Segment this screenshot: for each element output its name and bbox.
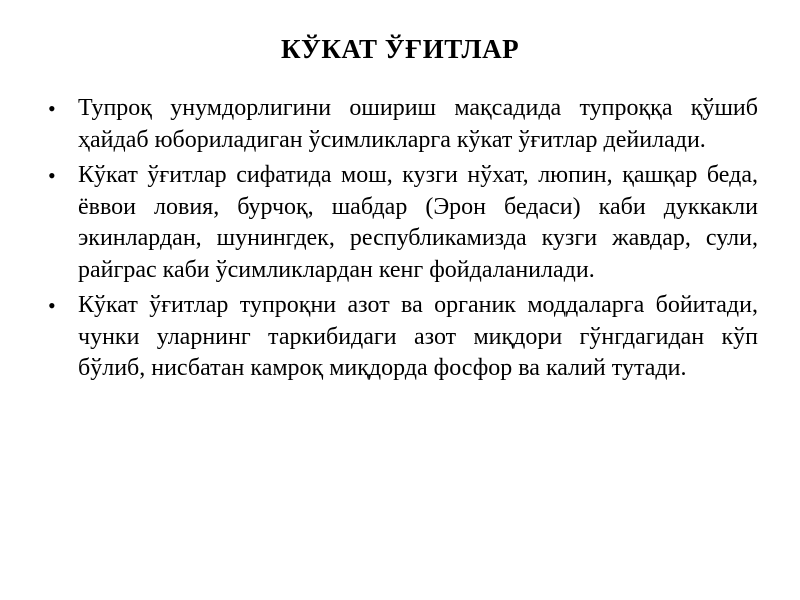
bullet-icon: • bbox=[48, 293, 56, 318]
slide-title: КЎКАТ ЎҒИТЛАР bbox=[280, 34, 520, 64]
bullet-list bbox=[48, 93, 758, 389]
bullet-item bbox=[48, 160, 758, 286]
bullet-text: Кўкат ўғитлар тупроқни азот ва органик моддаларга бойитади, чунки уларнинг таркибидаги азот миқдори гўнгдагидан кўп бўлиб, нисбатан камроқ миқдорда фосфор ва калий тутади. bbox=[78, 292, 758, 381]
bullet-item bbox=[48, 93, 758, 156]
bullet-item bbox=[48, 290, 758, 385]
bullet-icon: • bbox=[48, 163, 56, 188]
bullet-text: Тупроқ унумдорлигини ошириш мақсадида тупроққа қўшиб ҳайдаб юбориладиган ўсимликларга кўкат ўғитлар дейилади. bbox=[78, 95, 758, 153]
bullet-text: Кўкат ўғитлар сифатида мош, кузги нўхат, люпин, қашқар беда, ёввои ловия, бурчоқ, шабдар (Эрон бедаси) каби дуккакли экинлардан, шунингдек, республикамизда кузги жавдар, сули, райграс каби ўсимликлардан кенг фойдаланилади. bbox=[78, 162, 758, 283]
bullet-icon: • bbox=[48, 96, 56, 121]
